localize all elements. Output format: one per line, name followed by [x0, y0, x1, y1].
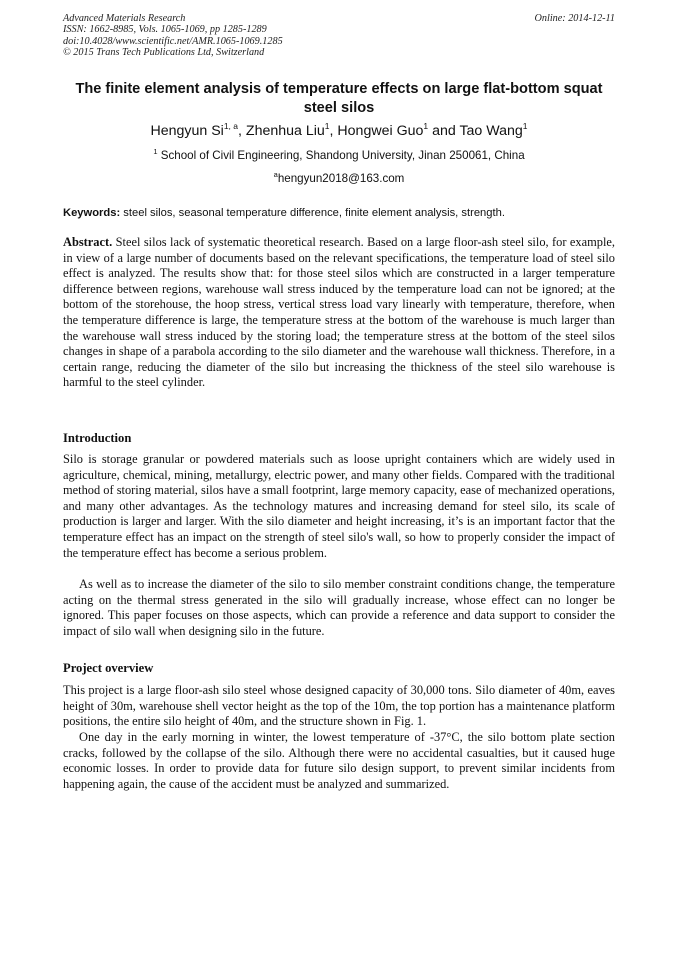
journal-issn: ISSN: 1662-8985, Vols. 1065-1069, pp 1285-1289: [63, 24, 267, 36]
author-name: Hengyun Si: [150, 123, 224, 139]
author-name: Hongwei Guo: [337, 123, 424, 139]
author-name: Tao Wang: [459, 123, 523, 139]
author-separator: ,: [238, 123, 246, 139]
abstract: [63, 235, 615, 391]
keywords-label: Keywords:: [63, 207, 121, 219]
email-link[interactable]: hengyun2018@163.com: [277, 172, 405, 185]
author-affil-marker: 1: [522, 121, 528, 131]
paragraph: Silo is storage granular or powdered materials such as loose upright containers which are widely used in agriculture, chemical, mining, metallurgy, electric power, and many other fields. Compared with the traditional method of storing material, silos have a small footprint, large memory capacity, ease of mechanized operations, and many other advantages. As the technology matures and increasing demand for steel silo, its scale of production is larger and larger. With the silo diameter and height increasing, it’s is an important factor that the temperature effect has an impact on the strength of steel silo's wall, so how to properly consider the impact of the temperature effect has become a serious problem.: [63, 452, 615, 560]
journal-name: Advanced Materials Research: [63, 13, 186, 24]
online-date: Online: 2014-12-11: [534, 13, 615, 24]
paragraph: This project is a large floor-ash silo steel whose designed capacity of 30,000 tons. Silo diameter of 40m, eaves height of 30m, warehouse shell vector height as the top of the 10m, the top portion has a maintenance platform positions, the entire silo height of 40m, and the structure shown in Fig. 1.: [63, 683, 615, 729]
author-list: [63, 122, 615, 140]
section-heading-project-overview: Project overview: [63, 661, 154, 675]
paragraph: As well as to increase the diameter of the silo to silo member constraint conditions change, the temperature acting on the thermal stress generated in the silo will gradually increase, whose effect can no longer be ignored. This paper focuses on those aspects, which can provide a reference and data support to consider the impact of silo wall when designing silo in the future.: [63, 577, 615, 638]
author-affil-marker: 1, a: [223, 121, 239, 131]
author-affil-marker: 1: [324, 121, 330, 131]
email-marker: a: [273, 170, 278, 179]
section-heading-introduction: Introduction: [63, 431, 132, 445]
author-name: Zhenhua Liu: [245, 123, 325, 139]
affiliation: [63, 148, 615, 163]
abstract-label: Abstract.: [63, 235, 113, 249]
keywords-text: steel silos, seasonal temperature difference, finite element analysis, strength.: [120, 207, 505, 219]
author-separator: and: [428, 123, 460, 139]
journal-header: [63, 13, 615, 58]
author-affil-marker: 1: [423, 121, 429, 131]
affiliation-marker: 1: [153, 147, 158, 156]
journal-doi: doi:10.4028/www.scientific.net/AMR.1065-1069.1285: [63, 35, 283, 47]
keywords: [63, 206, 615, 221]
affiliation-text: School of Civil Engineering, Shandong University, Jinan 250061, China: [157, 149, 525, 162]
journal-copyright: © 2015 Trans Tech Publications Ltd, Switzerland: [63, 46, 265, 58]
paper-title: The finite element analysis of temperature effects on large flat-bottom squat steel silos: [75, 81, 603, 116]
abstract-text: Steel silos lack of systematic theoretical research. Based on a large floor-ash steel silo, for example, in view of a large number of documents based on the relevant specifications, the temperature load of steel silo effect is analyzed. The results show that: for those steel silos which are constructed in a larger temperature difference between regions, warehouse wall stress induced by the temperature load can not be ignored; at the bottom of the storehouse, the hoop stress, vertical stress load vary linearly with temperature, therefore, when the temperature difference is large, the temperature stress at the bottom of the warehouse is much larger than the warehouse wall stress induced by the storing load; the temperature stress at the bottom of the steel silos changes in shape of a parabola according to the silo diameter and the warehouse wall thickness. Therefore, in a certain range, reducing the diameter of the silo but increasing the thickness of the steel silo warehouse is harmful to the steel cylinder.: [63, 235, 615, 390]
corresponding-email: [63, 171, 615, 186]
paragraph: One day in the early morning in winter, the lowest temperature of -37°C, the silo bottom plate section cracks, followed by the collapse of the silo. Although there were no accidental casualties, but it caused huge economic losses. In order to provide data for future silo design support, to prevent similar incidents from happening again, the cause of the accident must be analyzed and summarized.: [63, 730, 615, 791]
author-separator: ,: [329, 123, 338, 139]
